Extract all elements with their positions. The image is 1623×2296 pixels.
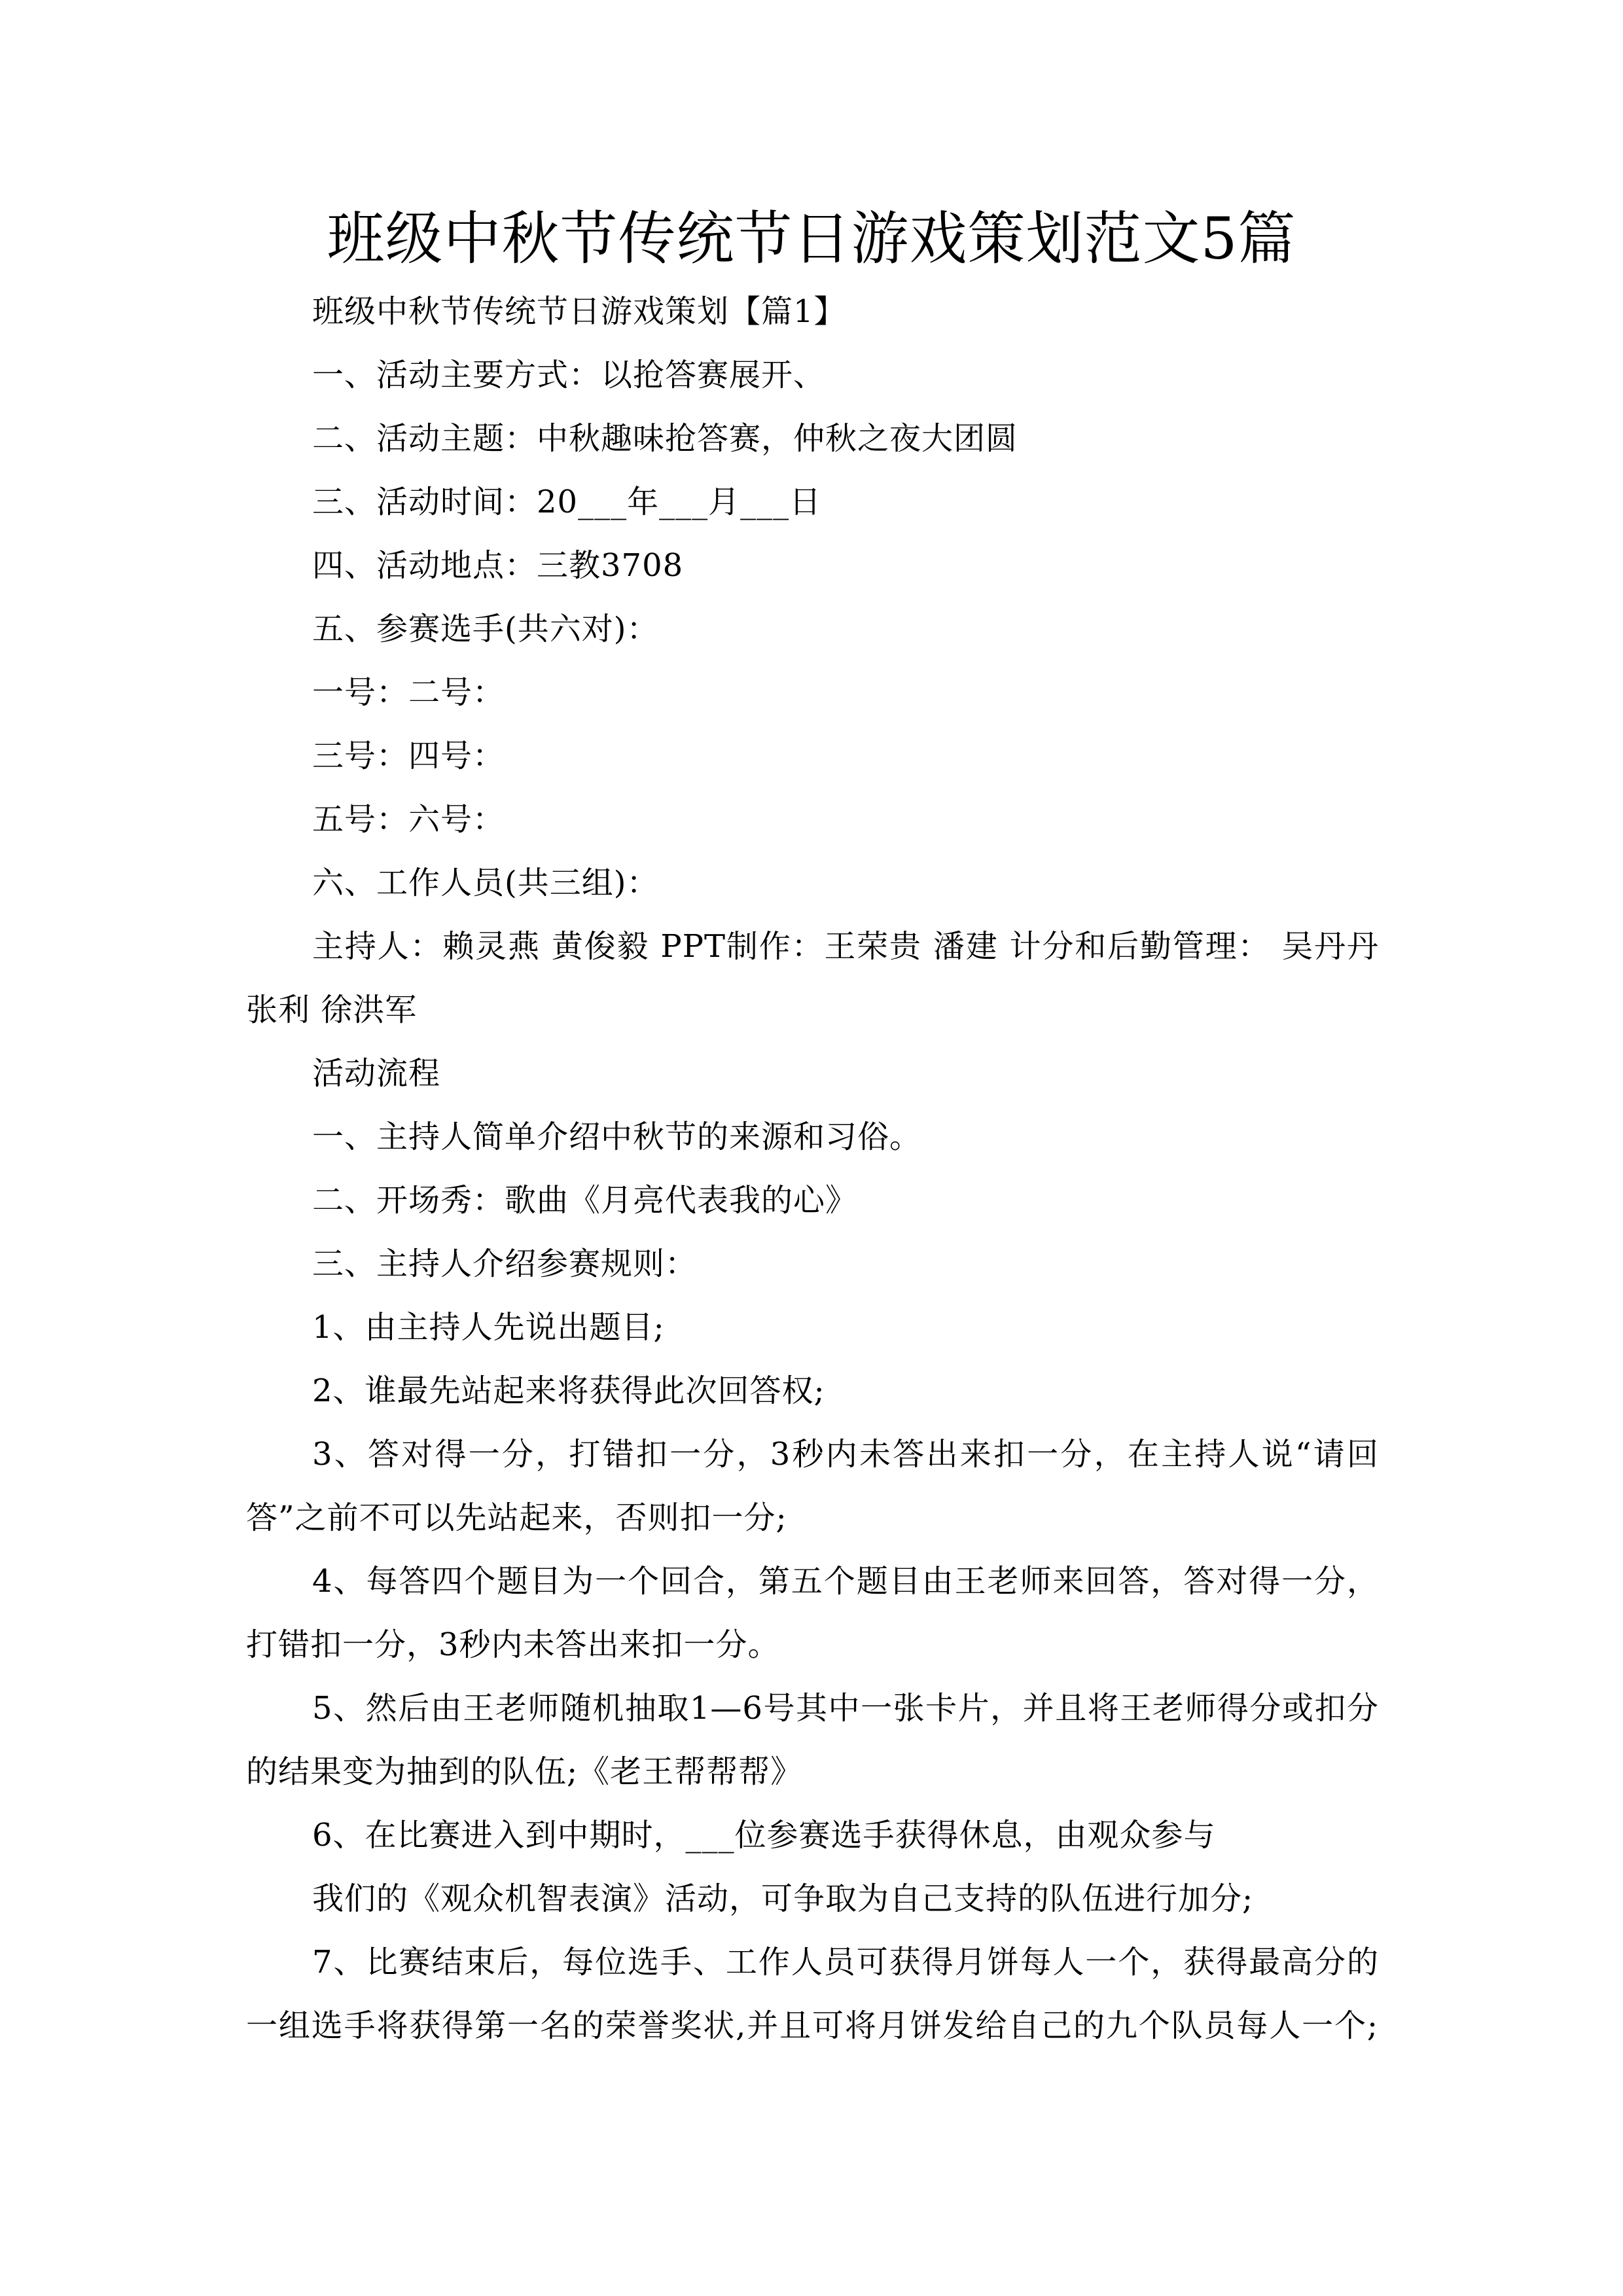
- paragraph-process-2: 二、开场秀：歌曲《月亮代表我的心》: [312, 1182, 858, 1219]
- paragraph-activity-time: 三、活动时间：20___年___月___日: [312, 484, 822, 520]
- paragraph-rule-2: 2、谁最先站起来将获得此次回答权;: [312, 1372, 825, 1409]
- paragraph-rule-1: 1、由主持人先说出题目;: [312, 1309, 665, 1346]
- paragraph-rule-4-cont: 打错扣一分，3秒内未答出来扣一分。: [246, 1626, 780, 1663]
- paragraph-staff-list: 主持人：赖灵燕 黄俊毅 PPT制作：王荣贵 潘建 计分和后勤管理： 吴丹丹: [312, 928, 1379, 965]
- paragraph-staff-heading: 六、工作人员(共三组)：: [312, 865, 659, 901]
- paragraph-rule-6: 6、在比赛进入到中期时，___位参赛选手获得休息，由观众参与: [312, 1817, 1216, 1854]
- paragraph-activity-theme: 二、活动主题：中秋趣味抢答赛，仲秋之夜大团圆: [312, 420, 1018, 457]
- paragraph-process-heading: 活动流程: [312, 1055, 441, 1092]
- paragraph-contestants-heading: 五、参赛选手(共六对)：: [312, 611, 659, 647]
- paragraph-contestants-5-6: 五号：六号：: [312, 801, 505, 838]
- paragraph-contestants-3-4: 三号：四号：: [312, 738, 505, 774]
- paragraph-activity-location: 四、活动地点：三教3708: [312, 547, 684, 584]
- paragraph-rule-7: 7、比赛结束后，每位选手、工作人员可获得月饼每人一个，获得最高分的: [312, 1944, 1379, 1981]
- paragraph-process-1: 一、主持人简单介绍中秋节的来源和习俗。: [312, 1119, 922, 1155]
- paragraph-staff-list-cont: 张利 徐洪军: [246, 992, 418, 1028]
- paragraph-activity-format: 一、活动主要方式：以抢答赛展开、: [312, 357, 826, 393]
- paragraph-rule-5-cont: 的结果变为抽到的队伍;《老王帮帮帮》: [246, 1753, 803, 1790]
- paragraph-rule-3-cont: 答”之前不可以先站起来，否则扣一分;: [246, 1499, 787, 1536]
- document-title: 班级中秋节传统节日游戏策划范文5篇: [327, 205, 1296, 272]
- paragraph-process-3: 三、主持人介绍参赛规则：: [312, 1246, 698, 1282]
- paragraph-rule-3: 3、答对得一分，打错扣一分，3秒内未答出来扣一分，在主持人说“请回: [312, 1436, 1379, 1473]
- paragraph-rule-6-cont: 我们的《观众机智表演》活动，可争取为自己支持的队伍进行加分;: [312, 1880, 1254, 1917]
- paragraph-contestants-1-2: 一号：二号：: [312, 674, 505, 711]
- paragraph-rule-7-cont: 一组选手将获得第一名的荣誉奖状,并且可将月饼发给自己的九个队员每人一个;: [246, 2007, 1378, 2044]
- paragraph-rule-5: 5、然后由王老师随机抽取1—6号其中一张卡片，并且将王老师得分或扣分: [312, 1690, 1379, 1727]
- section-heading: 班级中秋节传统节日游戏策划【篇1】: [312, 293, 846, 330]
- paragraph-rule-4: 4、每答四个题目为一个回合，第五个题目由王老师来回答，答对得一分，: [312, 1563, 1379, 1600]
